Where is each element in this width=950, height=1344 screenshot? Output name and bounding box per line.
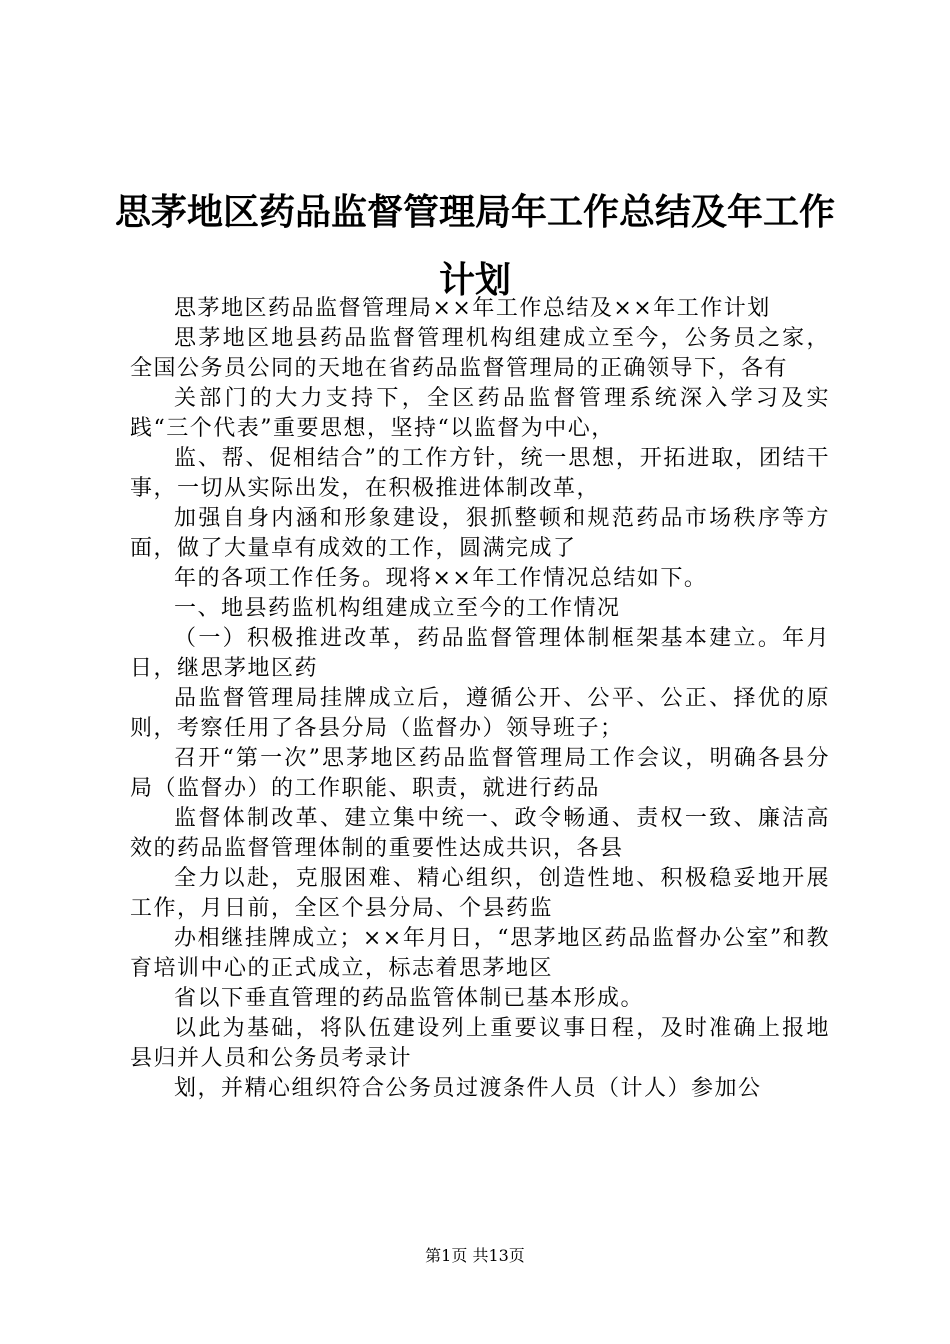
paragraph: 划，并精心组织符合公务员过渡条件人员（计人）参加公 (174, 1076, 762, 1101)
title-line-2: 计划 (438, 259, 511, 301)
paragraph: 加强自身内涵和形象建设，狠抓整顿和规范药品市场秩序等方面，做了大量卓有成效的工作，圆满完成了 (130, 506, 830, 561)
paragraph: 关部门的大力支持下，全区药品监督管理系统深入学习及实践“三个代表”重要思想，坚持“以监督为中心， (130, 386, 830, 441)
page-footer: 第1页 共13页 (425, 1246, 525, 1265)
paragraph: 监督体制改革、建立集中统一、政令畅通、责权一致、廉洁高效的药品监督管理体制的重要性达成共识，各县 (130, 806, 830, 861)
paragraph: 品监督管理局挂牌成立后，遵循公开、公平、公正、择优的原则，考察任用了各县分局（监督办）领导班子； (130, 686, 830, 741)
paragraph: 监、帮、促相结合”的工作方针，统一思想，开拓进取，团结干事，一切从实际出发，在积极推进体制改革， (130, 446, 830, 501)
paragraph: 省以下垂直管理的药品监管体制已基本形成。 (174, 986, 645, 1011)
paragraph: 召开“第一次”思茅地区药品监督管理局工作会议，明确各县分局（监督办）的工作职能、职责，就进行药品 (130, 746, 830, 801)
paragraph: 思茅地区地县药品监督管理机构组建成立至今，公务员之家，全国公务员公同的天地在省药品监督管理局的正确领导下，各有 (130, 326, 830, 381)
paragraph: 思茅地区药品监督管理局××年工作总结及××年工作计划 (174, 296, 771, 321)
title-line-1: 思茅地区药品监督管理局年工作总结及年工作 (114, 191, 835, 233)
document-body (130, 294, 830, 1104)
paragraph: 办相继挂牌成立；××年月日，“思茅地区药品监督办公室”和教育培训中心的正式成立，标志着思茅地区 (130, 926, 830, 981)
paragraph: 年的各项工作任务。现将××年工作情况总结如下。 (174, 566, 708, 591)
paragraph: （一）积极推进改革，药品监督管理体制框架基本建立。年月日，继思茅地区药 (130, 626, 830, 681)
paragraph: 全力以赴，克服困难、精心组织，创造性地、积极稳妥地开展工作，月日前，全区个县分局、个县药监 (130, 866, 830, 921)
section-heading: 一、地县药监机构组建成立至今的工作情况 (174, 596, 621, 621)
paragraph: 以此为基础，将队伍建设列上重要议事日程，及时准确上报地县归并人员和公务员考录计 (130, 1016, 830, 1071)
